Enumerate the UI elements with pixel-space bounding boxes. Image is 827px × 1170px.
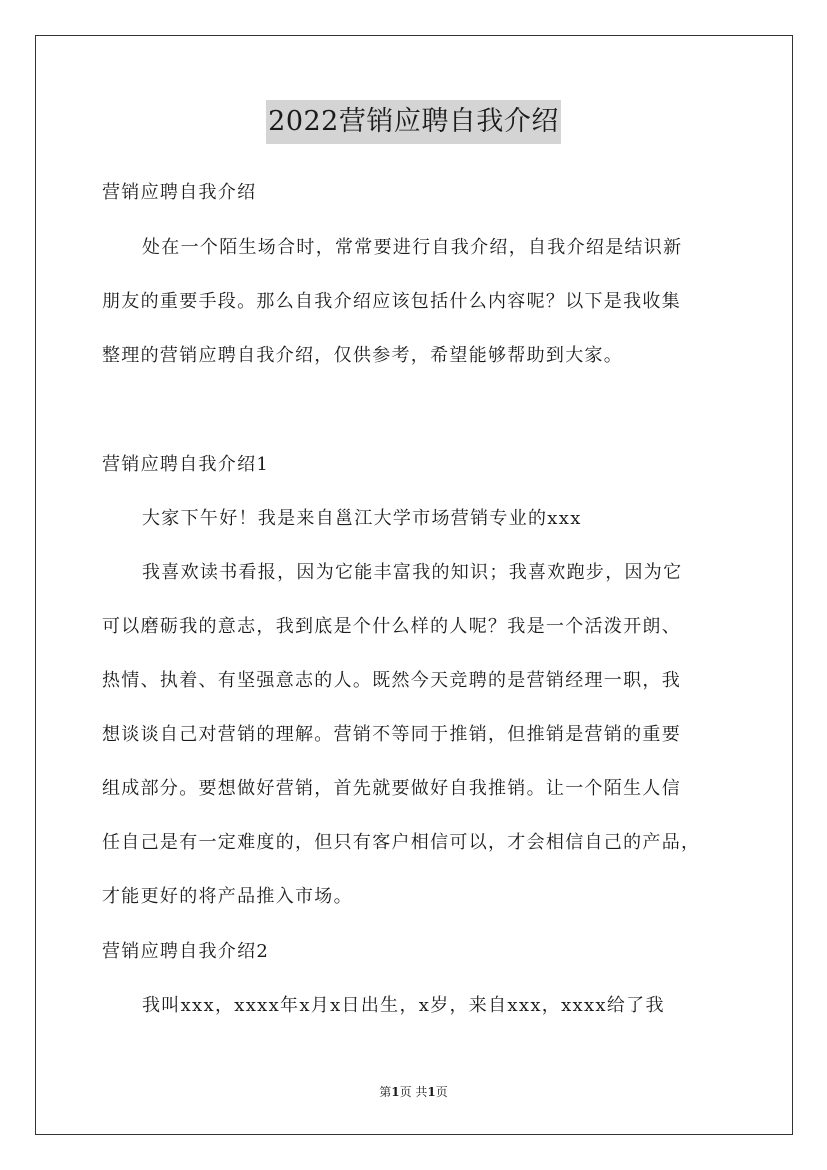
section1-heading: 营销应聘自我介绍1 [102,454,270,475]
section1-line: 可以磨砺我的意志，我到底是个什么样的人呢？我是一个活泼开朗、 [102,616,681,637]
intro-line: 朋友的重要手段。那么自我介绍应该包括什么内容呢？以下是我收集 [102,291,681,312]
footer-page-mid: 页 共 [399,1085,428,1099]
section1-line: 组成部分。要想做好营销，首先就要做好自我推销。让一个陌生人信 [102,778,681,799]
footer-page-prefix: 第 [379,1085,392,1099]
section1-line: 任自己是有一定难度的，但只有客户相信可以，才会相信自己的产品， [102,832,701,853]
title-wrap [0,100,827,144]
intro-line: 整理的营销应聘自我介绍，仅供参考，希望能够帮助到大家。 [102,345,624,366]
section2-line: 我叫xxx，xxxx年x月x日出生，x岁，来自xxx，xxxx给了我 [142,995,665,1016]
footer-page-number: 1 [391,1085,400,1099]
page-footer [0,1083,827,1101]
intro-line: 处在一个陌生场合时，常常要进行自我介绍，自我介绍是结识新 [142,237,683,258]
section1-greeting: 大家下午好！我是来自邕江大学市场营销专业的xxx [142,508,582,529]
document-title: 2022营销应聘自我介绍 [266,100,561,144]
footer-page-total: 1 [427,1085,436,1099]
section1-line: 我喜欢读书看报，因为它能丰富我的知识；我喜欢跑步，因为它 [142,562,683,583]
footer-page-suffix: 页 [435,1085,448,1099]
section1-line: 想谈谈自己对营销的理解。营销不等同于推销，但推销是营销的重要 [102,724,681,745]
section1-line: 热情、执着、有坚强意志的人。既然今天竞聘的是营销经理一职，我 [102,670,681,691]
section1-line: 才能更好的将产品推入市场。 [102,886,353,907]
subtitle: 营销应聘自我介绍 [102,182,257,203]
section2-heading: 营销应聘自我介绍2 [102,941,270,962]
